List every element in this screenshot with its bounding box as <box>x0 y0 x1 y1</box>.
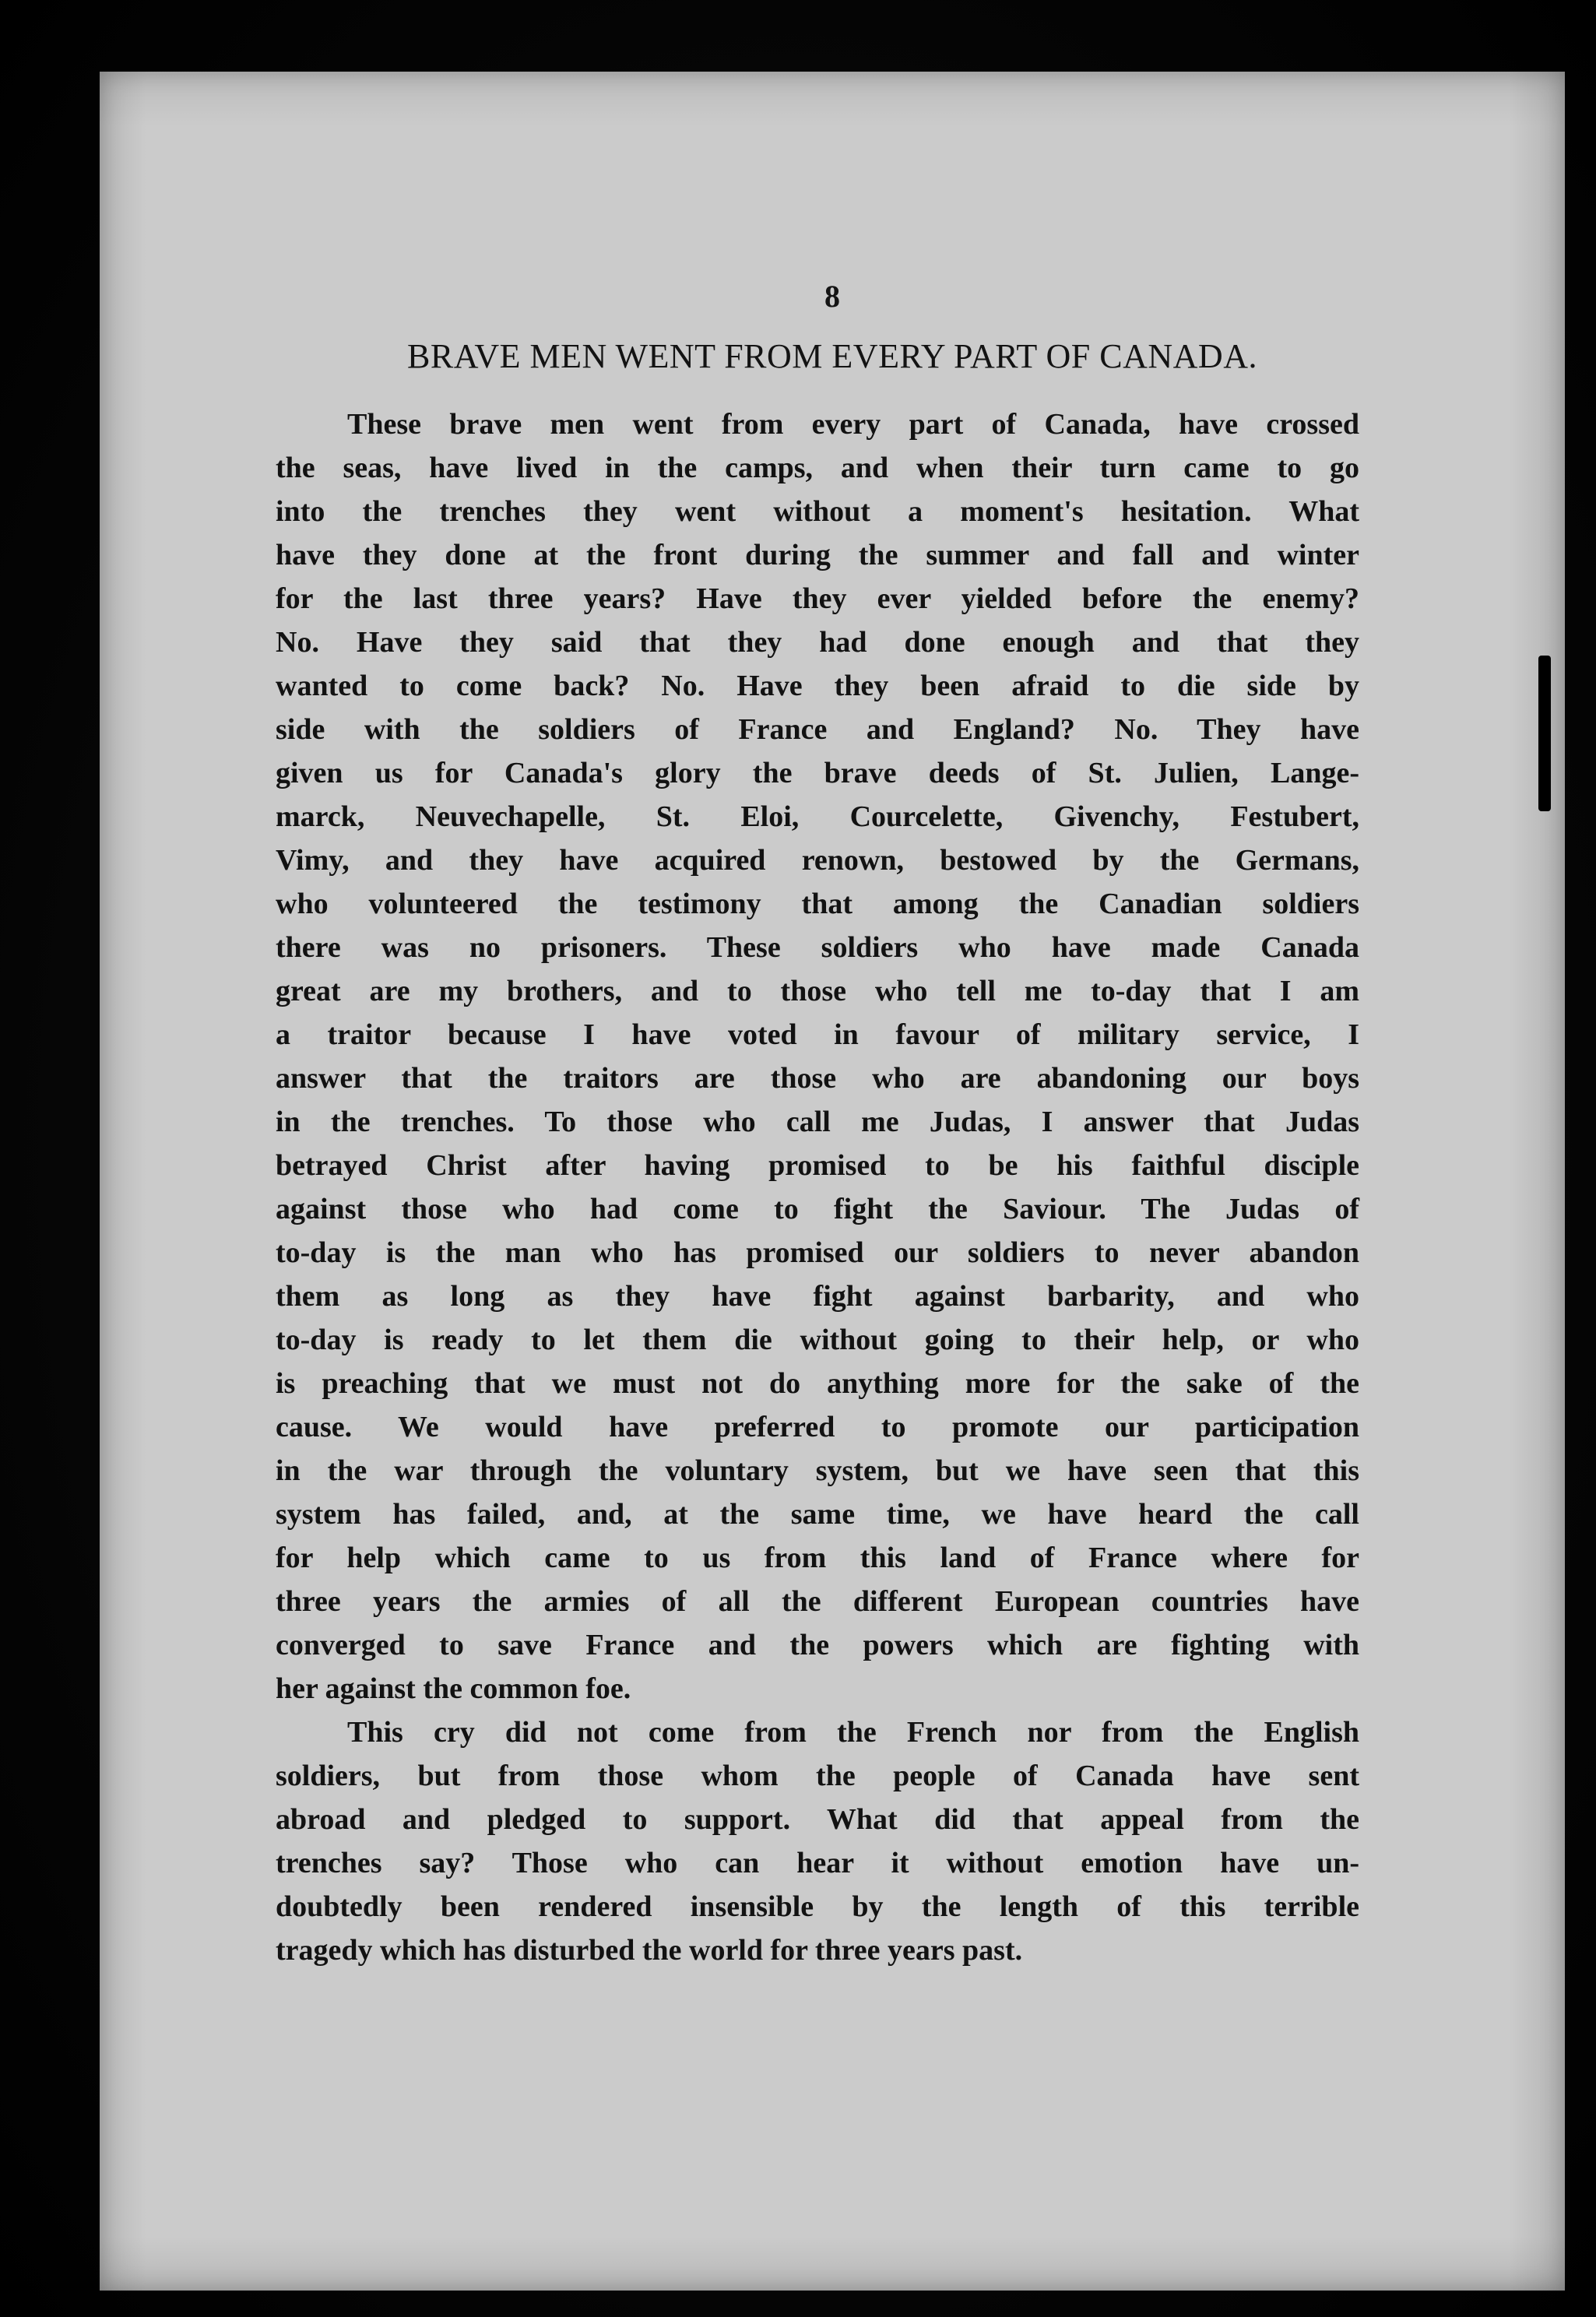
text-line: against those who had come to fight the Saviour. The Judas of <box>276 1193 1359 1225</box>
text-line: These brave men went from every part of Canada, have crossed <box>347 408 1359 441</box>
text-line: have they done at the front during the summer and fall and winter <box>276 539 1359 571</box>
text-line: there was no prisoners. These soldiers who have made Canada <box>276 931 1359 964</box>
text-line: abroad and pledged to support. What did that appeal from the <box>276 1803 1359 1836</box>
text-line: to-day is ready to let them die without going to their help, or who <box>276 1324 1359 1356</box>
paragraph <box>276 403 1359 1711</box>
text-line: system has failed, and, at the same time, we have heard the call <box>276 1498 1359 1531</box>
text-line: Vimy, and they have acquired renown, bestowed by the Germans, <box>276 844 1359 877</box>
text-line: in the war through the voluntary system, but we have seen that this <box>276 1454 1359 1487</box>
text-line: in the trenches. To those who call me Judas, I answer that Judas <box>276 1106 1359 1138</box>
text-line: for help which came to us from this land of France where for <box>276 1542 1359 1574</box>
text-line: answer that the traitors are those who are abandoning our boys <box>276 1062 1359 1095</box>
text-line: This cry did not come from the French nor from the English <box>347 1716 1359 1749</box>
text-line: great are my brothers, and to those who tell me to-day that I am <box>276 975 1359 1007</box>
text-line: is preaching that we must not do anything more for the sake of the <box>276 1367 1359 1400</box>
text-line: for the last three years? Have they ever yielded before the enemy? <box>276 582 1359 615</box>
text-line: to-day is the man who has promised our soldiers to never abandon <box>276 1236 1359 1269</box>
text-line: No. Have they said that they had done enough and that they <box>276 626 1359 659</box>
text-line: converged to save France and the powers which are fighting with <box>276 1629 1359 1661</box>
book-page <box>100 72 1565 2291</box>
text-line: cause. We would have preferred to promote our participation <box>276 1411 1359 1443</box>
text-line: three years the armies of all the different European countries have <box>276 1585 1359 1618</box>
text-line: trenches say? Those who can hear it without emotion have un- <box>276 1847 1359 1879</box>
text-line: doubtedly been rendered insensible by the length of this terrible <box>276 1890 1359 1923</box>
binding-mark-secondary <box>1538 726 1545 780</box>
paragraph <box>276 1711 1359 1972</box>
text-line: side with the soldiers of France and England? No. They have <box>276 713 1359 746</box>
text-line: tragedy which has disturbed the world for three years past. <box>276 1934 1023 1967</box>
text-line: into the trenches they went without a moment's hesitation. What <box>276 495 1359 528</box>
text-line: soldiers, but from those whom the people of Canada have sent <box>276 1760 1359 1792</box>
text-line: wanted to come back? No. Have they been afraid to die side by <box>276 670 1359 702</box>
text-line: them as long as they have fight against barbarity, and who <box>276 1280 1359 1313</box>
text-line: her against the common foe. <box>276 1672 631 1705</box>
text-line: the seas, have lived in the camps, and when their turn came to go <box>276 452 1359 484</box>
page-number: 8 <box>824 279 840 314</box>
text-line: marck, Neuvechapelle, St. Eloi, Courcelette, Givenchy, Festubert, <box>276 800 1359 833</box>
text-line: who volunteered the testimony that among the Canadian soldiers <box>276 888 1359 920</box>
text-line: a traitor because I have voted in favour of military service, I <box>276 1018 1359 1051</box>
text-line: betrayed Christ after having promised to be his faithful disciple <box>276 1149 1359 1182</box>
text-line: given us for Canada's glory the brave deeds of St. Julien, Lange- <box>276 757 1359 789</box>
section-heading: BRAVE MEN WENT FROM EVERY PART OF CANADA. <box>407 337 1257 375</box>
body-text <box>276 403 1359 1972</box>
